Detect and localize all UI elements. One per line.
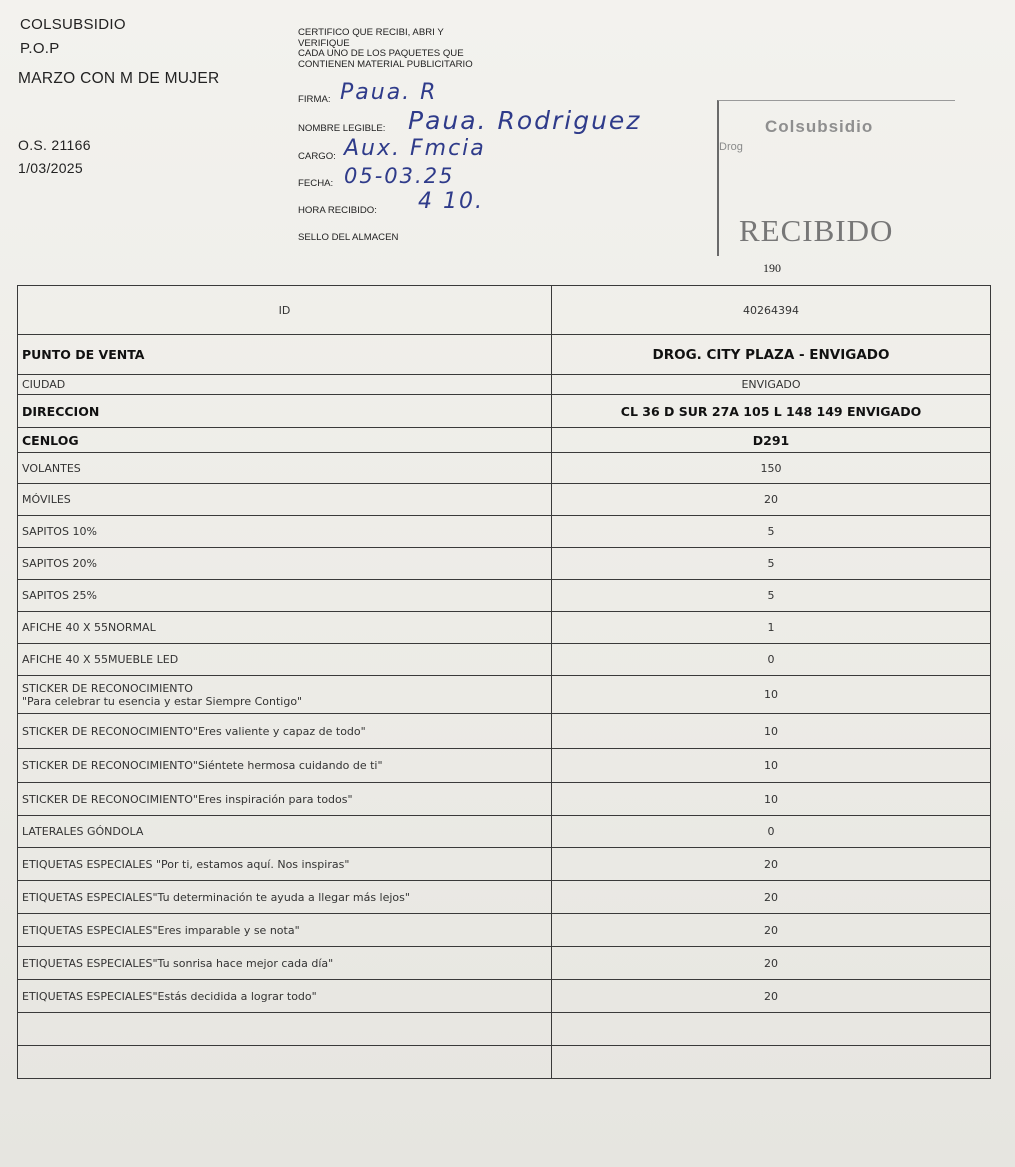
- row-label: AFICHE 40 X 55MUEBLE LED: [18, 644, 552, 676]
- order-number: O.S. 21166: [18, 137, 91, 153]
- hora-value: 4 10.: [418, 189, 484, 214]
- company-name: COLSUBSIDIO: [20, 16, 126, 33]
- order-date: 1/03/2025: [18, 160, 83, 176]
- row-value: 20: [552, 881, 991, 914]
- row-value: D291: [552, 428, 991, 453]
- table-row: [18, 335, 991, 375]
- stamp-received: RECIBIDO: [739, 213, 894, 248]
- row-label: ETIQUETAS ESPECIALES"Eres imparable y se nota": [18, 914, 552, 947]
- empty-cell: [18, 1013, 552, 1046]
- table-row: [18, 612, 991, 644]
- nombre-value: Paua. Rodriguez: [408, 106, 642, 135]
- row-label: STICKER DE RECONOCIMIENTO"Eres valiente y capaz de todo": [18, 714, 552, 749]
- cert-line: CONTIENEN MATERIAL PUBLICITARIO: [298, 58, 473, 70]
- row-value: CL 36 D SUR 27A 105 L 148 149 ENVIGADO: [552, 395, 991, 428]
- empty-cell: [552, 1046, 991, 1079]
- table-row: [18, 548, 991, 580]
- row-value: 20: [552, 848, 991, 881]
- table-row: [18, 749, 991, 783]
- firma-label: FIRMA:: [298, 94, 331, 105]
- row-label: CIUDAD: [18, 375, 552, 395]
- row-label: STICKER DE RECONOCIMIENTO"Siéntete hermosa cuidando de ti": [18, 749, 552, 783]
- table-row: [18, 644, 991, 676]
- row-value: 10: [552, 749, 991, 783]
- table-row: [18, 286, 991, 335]
- row-value: 20: [552, 484, 991, 516]
- row-value: 5: [552, 580, 991, 612]
- empty-cell: [18, 1046, 552, 1079]
- row-label: MÓVILES: [18, 484, 552, 516]
- cert-line: VERIFIQUE: [298, 37, 350, 49]
- stamp-logo: Colsubsidio: [765, 117, 874, 136]
- row-value: 10: [552, 783, 991, 816]
- row-value: 5: [552, 516, 991, 548]
- received-stamp: [717, 100, 955, 275]
- row-label: DIRECCION: [18, 395, 552, 428]
- row-label: SAPITOS 10%: [18, 516, 552, 548]
- fecha-label: FECHA:: [298, 178, 334, 189]
- row-label: LATERALES GÓNDOLA: [18, 816, 552, 848]
- table-row: [18, 914, 991, 947]
- empty-row: [18, 1046, 991, 1079]
- table-row: [18, 848, 991, 881]
- row-label: VOLANTES: [18, 453, 552, 484]
- row-value: 150: [552, 453, 991, 484]
- table-row: [18, 428, 991, 453]
- cargo-label: CARGO:: [298, 151, 336, 162]
- table-row: [18, 453, 991, 484]
- stamp-number: 190: [763, 261, 781, 275]
- row-value: 5: [552, 548, 991, 580]
- table-row: [18, 516, 991, 548]
- pop-label: P.O.P: [20, 40, 60, 57]
- row-label: SAPITOS 25%: [18, 580, 552, 612]
- certificate-text: [298, 28, 558, 70]
- table-row: [18, 484, 991, 516]
- table-row: [18, 816, 991, 848]
- table-row: [18, 580, 991, 612]
- row-value: 20: [552, 914, 991, 947]
- nombre-label: NOMBRE LEGIBLE:: [298, 123, 386, 134]
- table-row: [18, 947, 991, 980]
- table-row: [18, 395, 991, 428]
- row-value: 10: [552, 676, 991, 714]
- stamp-subtitle: Drog: [719, 141, 743, 153]
- row-value: 0: [552, 644, 991, 676]
- campaign-title: MARZO CON M DE MUJER: [18, 70, 220, 87]
- cert-line: CERTIFICO QUE RECIBI, ABRI Y: [298, 27, 444, 38]
- cert-line: CADA UNO DE LOS PAQUETES QUE: [298, 48, 464, 59]
- table-row: [18, 783, 991, 816]
- row-label: STICKER DE RECONOCIMIENTO"Eres inspiración para todos": [18, 783, 552, 816]
- table-row: [18, 714, 991, 749]
- row-label: ETIQUETAS ESPECIALES "Por ti, estamos aquí. Nos inspiras": [18, 848, 552, 881]
- cargo-value: Aux. Fmcia: [344, 136, 486, 161]
- table-row: [18, 676, 991, 714]
- table-row: [18, 375, 991, 395]
- material-table: [17, 285, 991, 1079]
- row-label: PUNTO DE VENTA: [18, 335, 552, 375]
- row-label: AFICHE 40 X 55NORMAL: [18, 612, 552, 644]
- row-value: 0: [552, 816, 991, 848]
- row-value: 40264394: [552, 286, 991, 335]
- row-label: SAPITOS 20%: [18, 548, 552, 580]
- row-label: CENLOG: [18, 428, 552, 453]
- empty-cell: [552, 1013, 991, 1046]
- row-value: 20: [552, 980, 991, 1013]
- row-value: 20: [552, 947, 991, 980]
- row-label-quote: "Para celebrar tu esencia y estar Siempre Contigo": [22, 694, 303, 708]
- row-label: ID: [18, 286, 552, 335]
- sello-label: SELLO DEL ALMACEN: [298, 232, 399, 243]
- hora-label: HORA RECIBIDO:: [298, 205, 377, 216]
- table-row: [18, 980, 991, 1013]
- row-label: ETIQUETAS ESPECIALES"Tu sonrisa hace mejor cada día": [18, 947, 552, 980]
- row-label: STICKER DE RECONOCIMIENTO: [22, 681, 193, 695]
- firma-signature: Paua. R: [340, 80, 438, 105]
- row-label: ETIQUETAS ESPECIALES"Tu determinación te ayuda a llegar más lejos": [18, 881, 552, 914]
- row-value: ENVIGADO: [552, 375, 991, 395]
- row-value: DROG. CITY PLAZA - ENVIGADO: [552, 335, 991, 375]
- row-value: 10: [552, 714, 991, 749]
- table-row: [18, 881, 991, 914]
- fecha-value: 05-03.25: [344, 164, 455, 188]
- row-label-multiline: [18, 676, 552, 714]
- row-label: ETIQUETAS ESPECIALES"Estás decidida a lograr todo": [18, 980, 552, 1013]
- row-value: 1: [552, 612, 991, 644]
- empty-row: [18, 1013, 991, 1046]
